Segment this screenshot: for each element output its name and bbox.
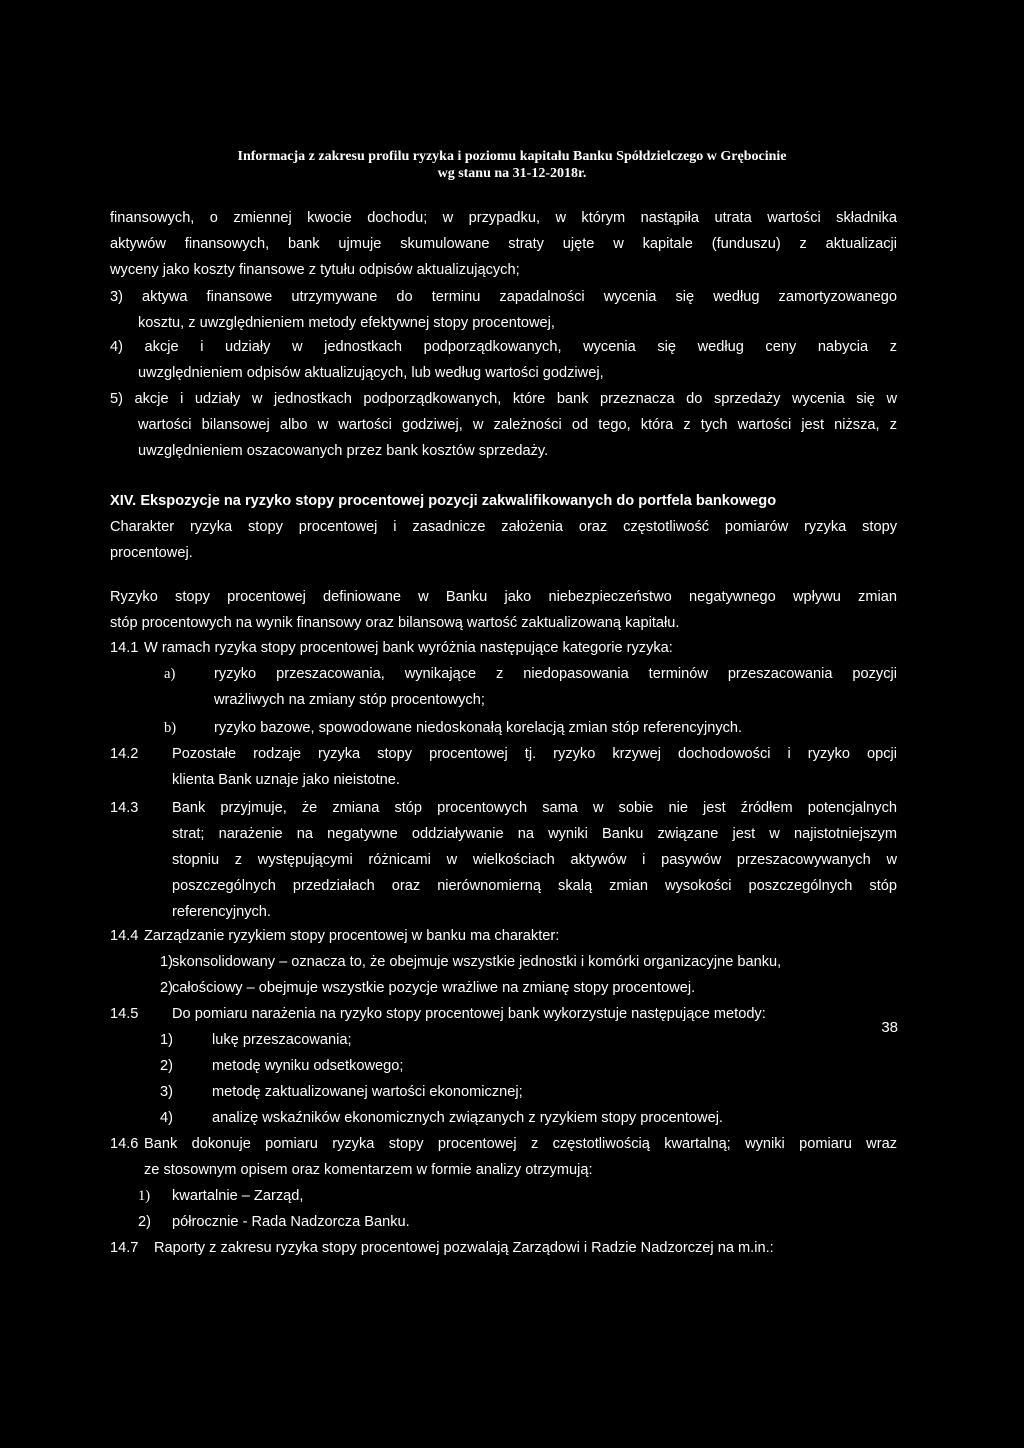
list-text: kwartalnie – Zarząd, xyxy=(172,1188,304,1204)
text-line: strat; narażenie na negatywne oddziaływanie na wyniki Banku związane jest w najistotniejszym xyxy=(172,826,897,842)
valuation-item-3 xyxy=(110,284,897,336)
text-line: 4) akcje i udziały w jednostkach podporządkowanych, wycenia się według ceny nabycia z xyxy=(110,339,897,355)
text-line: wrażliwych na zmiany stóp procentowych; xyxy=(214,692,485,708)
text-line: Bank dokonuje pomiaru ryzyka stopy procentowej z częstotliwością kwartalną; wyniki pomiaru wraz xyxy=(144,1136,897,1152)
list-marker: 4) xyxy=(160,1110,173,1126)
paragraph-number: 14.3 xyxy=(110,800,139,816)
list-marker: 1) xyxy=(160,954,173,970)
paragraph-number: 14.1 xyxy=(110,640,139,656)
section-title: Ekspozycje na ryzyko stopy procentowej pozycji zakwalifikowanych do portfela bankowego xyxy=(140,493,777,509)
text-line: uwzględnieniem oszacowanych przez bank kosztów sprzedaży. xyxy=(138,443,549,459)
valuation-item-4 xyxy=(110,334,897,386)
paragraph-14-7 xyxy=(110,1235,897,1261)
text-line: referencyjnych. xyxy=(172,904,271,920)
text-line: wyceny jako koszty finansowe z tytułu odpisów aktualizujących; xyxy=(110,262,520,278)
paragraph-text: W ramach ryzyka stopy procentowej bank wyróżnia następujące kategorie ryzyka: xyxy=(144,640,673,656)
list-marker: 3) xyxy=(160,1084,173,1100)
paragraph-14-2 xyxy=(110,741,897,793)
paragraph-number: 14.6 xyxy=(110,1136,139,1152)
text-line: poszczególnych przedziałach oraz nierównomierną skalą zmian wysokości poszczególnych stóp xyxy=(172,878,897,894)
text-line: finansowych, o zmiennej kwocie dochodu; w przypadku, w którym nastąpiła utrata wartości składnika xyxy=(110,210,897,226)
text-line: Ryzyko stopy procentowej definiowane w Banku jako niebezpieczeństwo negatywnego wpływu zmian xyxy=(110,589,897,605)
list-marker: 2) xyxy=(160,980,173,996)
paragraph-number: 14.7 xyxy=(110,1240,139,1256)
text-line: Bank przyjmuje, że zmiana stóp procentowych sama w sobie nie jest źródłem potencjalnych xyxy=(172,800,897,816)
paragraph-text: Zarządzanie ryzykiem stopy procentowej w banku ma charakter: xyxy=(144,928,560,944)
list-marker: 1) xyxy=(160,1032,173,1048)
list-text: metodę zaktualizowanej wartości ekonomicznej; xyxy=(212,1084,523,1100)
text-line: stóp procentowych na wynik finansowy oraz bilansową wartość zaktualizowaną kapitału. xyxy=(110,615,680,631)
list-marker: 2) xyxy=(160,1058,173,1074)
text-line: stopniu z występującymi różnicami w wielkościach aktywów i pasywów przeszacowywanych w xyxy=(172,852,897,868)
text-line: Pozostałe rodzaje ryzyka stopy procentowej tj. ryzyko krzywej dochodowości i ryzyko opcji xyxy=(172,746,897,762)
text-line: uwzględnieniem odpisów aktualizujących, lub według wartości godziwej, xyxy=(138,365,604,381)
text-line: ze stosownym opisem oraz komentarzem w formie analizy otrzymują: xyxy=(144,1162,593,1178)
list-text: metodę wyniku odsetkowego; xyxy=(212,1058,404,1074)
paragraph-text: Raporty z zakresu ryzyka stopy procentowej pozwalają Zarządowi i Radzie Nadzorczej na m.in.: xyxy=(154,1240,774,1256)
text-line: 5) akcje i udziały w jednostkach podporządkowanych, które bank przeznacza do sprzedaży wycenia się w xyxy=(110,391,897,407)
list-marker: a) xyxy=(164,666,176,682)
paragraph-14-4 xyxy=(110,923,897,1001)
section-heading xyxy=(110,488,897,514)
text-line: kosztu, z uwzględnieniem metody efektywnej stopy procentowej, xyxy=(138,315,555,331)
paragraph-14-3 xyxy=(110,795,897,925)
list-text: lukę przeszacowania; xyxy=(212,1032,352,1048)
text-line: ryzyko przeszacowania, wynikające z niedopasowania terminów przeszacowania pozycji xyxy=(214,666,897,682)
section-number: XIV. xyxy=(110,493,137,509)
header-title: Informacja z zakresu profilu ryzyka i poziomu kapitału Banku Spółdzielczego w Grębocinie xyxy=(237,149,787,164)
paragraph-number: 14.5 xyxy=(110,1006,139,1022)
paragraph-14-1 xyxy=(110,635,897,661)
list-marker: 2) xyxy=(138,1214,151,1230)
list-marker: b) xyxy=(164,720,177,736)
list-text: całościowy – obejmuje wszystkie pozycje wrażliwe na zmianę stopy procentowej. xyxy=(172,980,696,996)
list-text: analizę wskaźników ekonomicznych związanych z ryzykiem stopy procentowej. xyxy=(212,1110,723,1126)
paragraph-14-6 xyxy=(110,1131,897,1235)
text-line: klienta Bank uznaje jako nieistotne. xyxy=(172,772,400,788)
risk-category-b xyxy=(110,715,897,741)
page-number: 38 xyxy=(881,1019,898,1036)
text-line: wartości bilansowej albo w wartości godziwej, w zależności od tego, która z tych wartości jest niższa, z xyxy=(138,417,897,433)
header-date: wg stanu na 31-12-2018r. xyxy=(437,166,587,181)
list-marker: 1) xyxy=(138,1188,151,1204)
text-line: procentowej. xyxy=(110,545,193,561)
paragraph-number: 14.2 xyxy=(110,746,139,762)
paragraph-text: Do pomiaru narażenia na ryzyko stopy procentowej bank wykorzystuje następujące metody: xyxy=(172,1006,766,1022)
list-text: skonsolidowany – oznacza to, że obejmuje wszystkie jednostki i komórki organizacyjne banku, xyxy=(172,954,782,970)
text-line: aktywów finansowych, bank ujmuje skumulowane straty ujęte w kapitale (funduszu) z aktualizacji xyxy=(110,236,897,252)
list-text: półrocznie - Rada Nadzorcza Banku. xyxy=(172,1214,410,1230)
intro-paragraph xyxy=(110,205,897,283)
text-line: Charakter ryzyka stopy procentowej i zasadnicze założenia oraz częstotliwość pomiarów ryzyka stopy xyxy=(110,519,897,535)
section-subtitle xyxy=(110,514,897,566)
text-line: 3) aktywa finansowe utrzymywane do terminu zapadalności wycenia się według zamortyzowanego xyxy=(110,289,897,305)
risk-category-a xyxy=(110,661,897,713)
text-line: ryzyko bazowe, spowodowane niedoskonałą korelacją zmian stóp referencyjnych. xyxy=(214,720,743,736)
definition-paragraph xyxy=(110,584,897,636)
valuation-item-5 xyxy=(110,386,897,464)
page-header xyxy=(110,148,914,182)
paragraph-14-5 xyxy=(110,1001,897,1131)
paragraph-number: 14.4 xyxy=(110,928,139,944)
